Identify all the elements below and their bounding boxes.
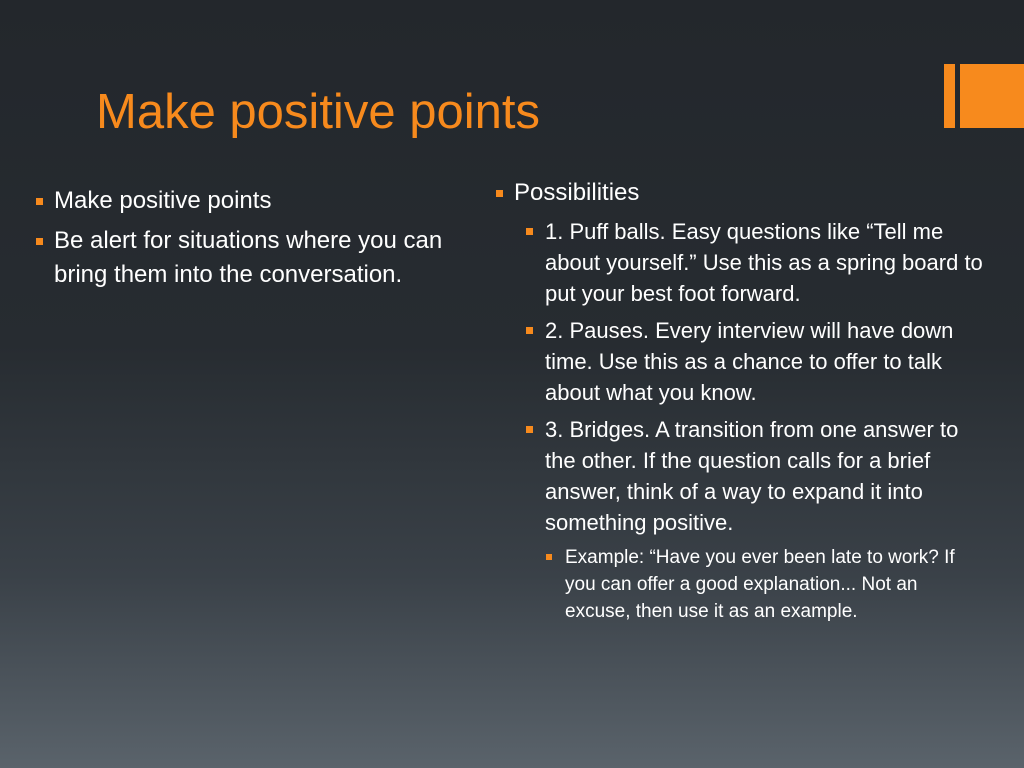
left-bullet-list — [34, 184, 474, 292]
logo-bar-large — [960, 64, 1024, 128]
bullet-item — [494, 176, 994, 210]
right-column — [494, 176, 994, 625]
right-bullet-list — [494, 176, 994, 210]
sub-bullet-item — [514, 414, 994, 538]
sub-bullet-item — [514, 216, 994, 309]
sub-bullet-text: 2. Pauses. Every interview will have down time. Use this as a chance to offer to talk about what you know. — [545, 318, 954, 405]
bullet-item — [34, 224, 474, 292]
sub-bullet-text: 1. Puff balls. Easy questions like “Tell me about yourself.” Use this as a spring board to put your best foot forward. — [545, 219, 983, 306]
bullet-square-icon — [526, 327, 533, 334]
sub-bullet-list — [494, 216, 994, 538]
left-column — [34, 184, 474, 298]
bullet-heading: Possibilities — [514, 179, 640, 206]
sub-bullet-item — [514, 315, 994, 408]
bullet-square-icon — [496, 190, 503, 197]
sub-sub-bullet-list — [494, 544, 994, 625]
slide-title: Make positive points — [96, 85, 540, 139]
sub-sub-bullet-text: Example: “Have you ever been late to work? If you can offer a good explanation... Not an excuse, then use it as an example. — [565, 547, 955, 622]
sub-sub-bullet-item — [545, 544, 984, 625]
bullet-square-icon — [526, 426, 533, 433]
bullet-square-icon — [36, 198, 43, 205]
bullet-square-icon — [526, 228, 533, 235]
bullet-item — [34, 184, 474, 218]
bullet-text: Make positive points — [54, 187, 272, 214]
sub-bullet-text: 3. Bridges. A transition from one answer to the other. If the question calls for a brief answer, think of a way to expand it into something positive. — [545, 417, 959, 535]
bullet-square-icon — [36, 238, 43, 245]
logo-mark-icon — [944, 64, 1024, 128]
bullet-square-icon — [546, 554, 552, 560]
logo-bar-small — [944, 64, 955, 128]
bullet-text: Be alert for situations where you can bring them into the conversation. — [54, 227, 443, 288]
